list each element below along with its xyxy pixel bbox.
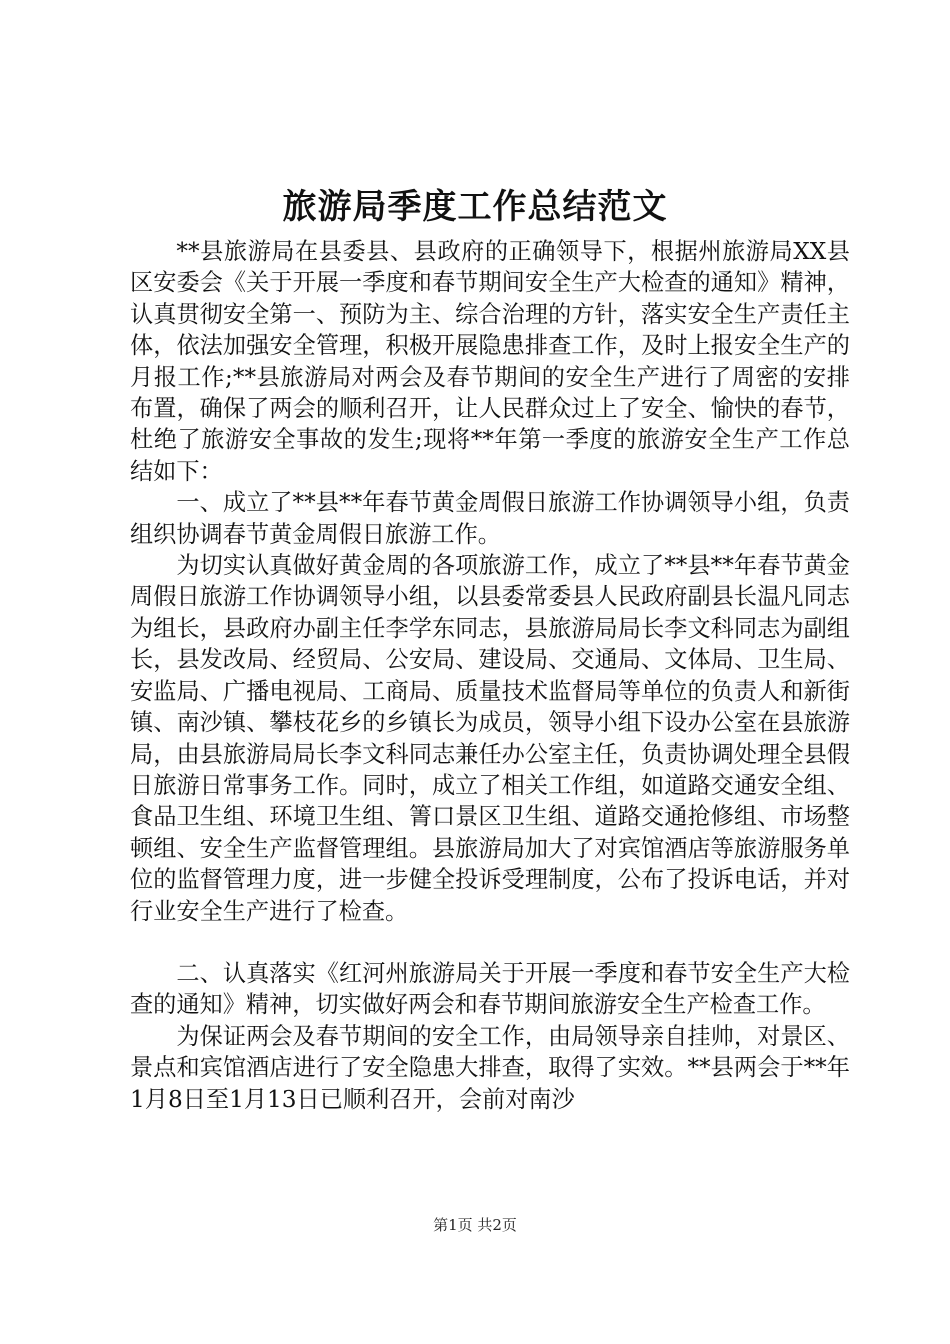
paragraph-section-2-body: 为保证两会及春节期间的安全工作，由局领导亲自挂帅，对景区、景点和宾馆酒店进行了安全隐患大排查，取得了实效。**县两会于**年1月8日至1月13日已顺利召开，会前对南沙 (130, 1022, 850, 1113)
paragraph-section-2-heading: 二、认真落实《红河州旅游局关于开展一季度和春节安全生产大检查的通知》精神，切实做好两会和春节期间旅游安全生产检查工作。 (130, 959, 850, 1019)
document-title: 旅游局季度工作总结范文 (282, 187, 668, 227)
paragraph-section-1-heading: 一、成立了**县**年春节黄金周假日旅游工作协调领导小组，负责组织协调春节黄金周假日旅游工作。 (130, 489, 850, 548)
page-number-footer: 第1页 共2页 (433, 1216, 517, 1234)
document-body (130, 236, 850, 1115)
paragraph-intro: **县旅游局在县委县、县政府的正确领导下，根据州旅游局XX县区安委会《关于开展一季度和春节期间安全生产大检查的通知》精神，认真贯彻安全第一、预防为主、综合治理的方针，落实安全生产责任主体，依法加强安全管理，积极开展隐患排查工作，及时上报安全生产的月报工作;**县旅游局对两会及春节期间的安全生产进行了周密的安排布置，确保了两会的顺利召开，让人民群众过上了安全、愉快的春节，杜绝了旅游安全事故的发生;现将**年第一季度的旅游安全生产工作总结如下： (130, 238, 850, 485)
paragraph-section-1-body: 为切实认真做好黄金周的各项旅游工作，成立了**县**年春节黄金周假日旅游工作协调领导小组，以县委常委县人民政府副县长温凡同志为组长，县政府办副主任李学东同志，县旅游局局长李文科同志为副组长，县发改局、经贸局、公安局、建设局、交通局、文体局、卫生局、安监局、广播电视局、工商局、质量技术监督局等单位的负责人和新街镇、南沙镇、攀枝花乡的乡镇长为成员，领导小组下设办公室在县旅游局，由县旅游局局长李文科同志兼任办公室主任，负责协调处理全县假日旅游日常事务工作。同时，成立了相关工作组，如道路交通安全组、食品卫生组、环境卫生组、箐口景区卫生组、道路交通抢修组、市场整顿组、安全生产监督管理组。县旅游局加大了对宾馆酒店等旅游服务单位的监督管理力度，进一步健全投诉受理制度，公布了投诉电话，并对行业安全生产进行了检查。 (130, 552, 850, 925)
